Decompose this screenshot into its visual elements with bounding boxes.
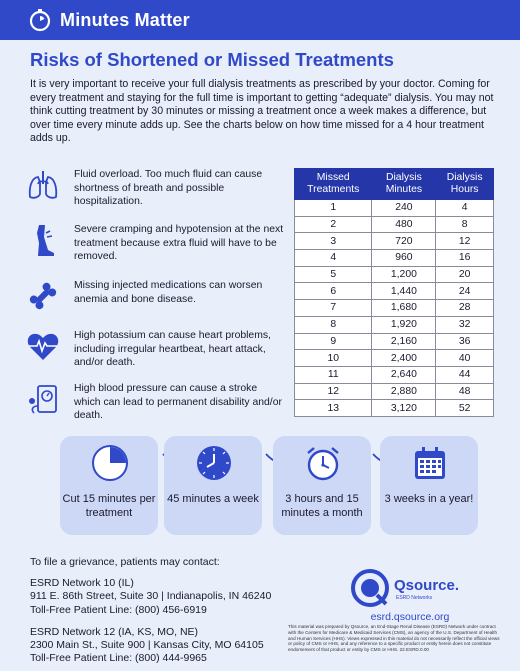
column-header: Dialysis Minutes xyxy=(372,169,436,200)
page-title: Risks of Shortened or Missed Treatments xyxy=(30,49,394,70)
table-cell: 2,880 xyxy=(372,383,436,400)
blood-pressure-icon xyxy=(26,382,60,416)
network-address: 2300 Main St., Suite 900 | Kansas City, MO 64105 xyxy=(30,639,264,652)
table-row xyxy=(295,383,494,400)
network-address: 911 E. 86th Street, Suite 30 | Indianapolis, IN 46240 xyxy=(30,590,272,603)
table-cell: 960 xyxy=(372,250,436,267)
contact-title: To file a grievance, patients may contact: xyxy=(30,556,220,568)
table-row xyxy=(295,316,494,333)
risk-item-blood-pressure xyxy=(26,382,284,423)
table-row xyxy=(295,366,494,383)
network-phone: Toll-Free Patient Line: (800) 456-6919 xyxy=(30,603,207,616)
clock-face-icon xyxy=(195,444,233,482)
step-card xyxy=(380,436,478,535)
table-row xyxy=(295,283,494,300)
table-cell: 40 xyxy=(436,350,494,367)
risk-item-cramping xyxy=(26,223,284,264)
step-label: 3 weeks in a year! xyxy=(384,493,474,505)
table-cell: 2,400 xyxy=(372,350,436,367)
table-cell: 2,640 xyxy=(372,366,436,383)
table-cell: 4 xyxy=(436,200,494,217)
heart-pulse-icon xyxy=(26,329,60,363)
grievance-contact xyxy=(30,556,271,671)
table-cell: 6 xyxy=(295,283,372,300)
header-bar xyxy=(0,0,520,40)
table-row xyxy=(295,266,494,283)
risk-text: Missing injected medications can worsen anemia and bone disease. xyxy=(74,280,263,305)
table-cell: 1,440 xyxy=(372,283,436,300)
table-row xyxy=(295,400,494,417)
qsource-logo xyxy=(350,568,500,608)
table-cell: 12 xyxy=(295,383,372,400)
table-cell: 11 xyxy=(295,366,372,383)
table-row xyxy=(295,233,494,250)
risk-text: Fluid overload. Too much fluid can cause shortness of breath and possible hospitalization. xyxy=(74,169,263,207)
table-cell: 1 xyxy=(295,200,372,217)
table-row xyxy=(295,200,494,217)
table-cell: 24 xyxy=(436,283,494,300)
table-cell: 5 xyxy=(295,266,372,283)
table-cell: 48 xyxy=(436,383,494,400)
table-cell: 32 xyxy=(436,316,494,333)
table-cell: 44 xyxy=(436,366,494,383)
table-cell: 52 xyxy=(436,400,494,417)
step-label: 3 hours and 15 minutes a month xyxy=(281,493,363,519)
step-card xyxy=(273,436,371,535)
risk-item-medications xyxy=(26,279,284,313)
cramping-leg-icon xyxy=(26,223,60,257)
step-label: 45 minutes a week xyxy=(167,493,259,505)
table-cell: 10 xyxy=(295,350,372,367)
qsource-sub: ESRD Networks xyxy=(396,595,433,601)
intro-paragraph: It is very important to receive your full dialysis treatments as prescribed by your doctor. Coming for every treatment and staying for the full time is important to getting “adequate” dialysis. You may not think cutting treatment by 30 minutes or missing a treatment once a week makes a difference, but over time every minute adds up. See the charts below on how time missed for a 4 hour treatment adds up. xyxy=(30,78,494,145)
alarm-clock-icon xyxy=(304,444,342,482)
step-label: Cut 15 minutes per treatment xyxy=(62,493,156,519)
table-cell: 7 xyxy=(295,300,372,317)
network-block xyxy=(30,577,271,617)
table-row xyxy=(295,250,494,267)
step-card xyxy=(164,436,262,535)
risk-item-potassium xyxy=(26,329,284,370)
table-cell: 16 xyxy=(436,250,494,267)
network-phone: Toll-Free Patient Line: (800) 444-9965 xyxy=(30,652,207,665)
risk-item-fluid-overload xyxy=(26,168,284,209)
network-name: ESRD Network 10 (IL) xyxy=(30,577,134,590)
column-header: Dialysis Hours xyxy=(436,169,494,200)
table-header-row xyxy=(295,169,494,200)
table-cell: 8 xyxy=(295,316,372,333)
bone-icon xyxy=(26,279,60,313)
column-header: Missed Treatments xyxy=(295,169,372,200)
table-cell: 240 xyxy=(372,200,436,217)
time-adds-up-steps xyxy=(60,436,480,536)
table-cell: 3 xyxy=(295,233,372,250)
table-cell: 480 xyxy=(372,216,436,233)
qsource-q-icon xyxy=(350,568,390,608)
table-cell: 20 xyxy=(436,266,494,283)
brand-name: Minutes Matter xyxy=(60,9,190,30)
disclaimer-text: This material was prepared by Qsource, an End-Stage Renal Disease (ESRD) Network under contract with the Centers for Medicare & Medicaid Services (CMS), an agency of the U.S. Department of Health and Human Services (HHS). Views expressed in this material do not necessarily reflect the official views or policy of CMS or HHS, and any reference to a specific product or entity herein does not constitute endorsement of that product or entity by CMS or HHS. 22.ESRD.0.00 xyxy=(288,624,500,653)
risk-text: High blood pressure can cause a stroke which can lead to permanent disability and/or death. xyxy=(74,383,282,421)
table-row xyxy=(295,300,494,317)
table-cell: 1,680 xyxy=(372,300,436,317)
table-cell: 1,200 xyxy=(372,266,436,283)
table-row xyxy=(295,216,494,233)
table-cell: 4 xyxy=(295,250,372,267)
table-cell: 13 xyxy=(295,400,372,417)
network-name: ESRD Network 12 (IA, KS, MO, NE) xyxy=(30,625,199,638)
table-cell: 720 xyxy=(372,233,436,250)
table-cell: 12 xyxy=(436,233,494,250)
qsource-name: Qsource. xyxy=(394,577,460,594)
table-cell: 9 xyxy=(295,333,372,350)
table-cell: 28 xyxy=(436,300,494,317)
network-block xyxy=(30,626,271,666)
stopwatch-icon xyxy=(28,8,52,32)
risk-text: High potassium can cause heart problems, including irregular heartbeat, heart attack, and/or death. xyxy=(74,330,271,368)
step-card xyxy=(60,436,158,535)
table-cell: 2,160 xyxy=(372,333,436,350)
calendar-icon xyxy=(411,444,449,482)
table-cell: 2 xyxy=(295,216,372,233)
table-cell: 3,120 xyxy=(372,400,436,417)
missed-treatments-table xyxy=(294,168,494,417)
table-row xyxy=(295,350,494,367)
table-cell: 36 xyxy=(436,333,494,350)
quarter-clock-icon xyxy=(91,444,129,482)
table-cell: 8 xyxy=(436,216,494,233)
qsource-url[interactable]: esrd.qsource.org xyxy=(370,611,450,623)
risk-text: Severe cramping and hypotension at the next treatment because extra fluid will have to be removed. xyxy=(74,224,284,262)
lungs-icon xyxy=(26,168,60,202)
table-cell: 1,920 xyxy=(372,316,436,333)
table-row xyxy=(295,333,494,350)
